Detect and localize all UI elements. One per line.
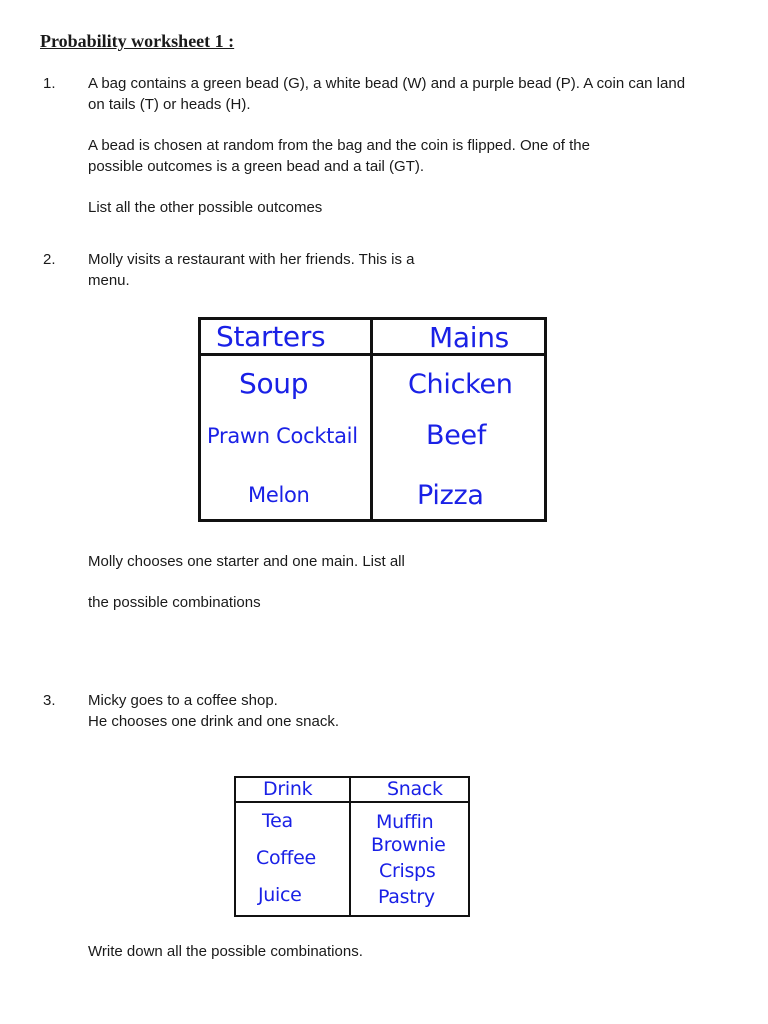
shop-drink-item: Coffee	[256, 847, 316, 869]
question-3-number: 3.	[43, 692, 56, 709]
question-2-text-1: Molly visits a restaurant with her friends. This is a menu.	[88, 251, 415, 289]
question-2-number: 2.	[43, 251, 56, 268]
shop-snack-item: Brownie	[371, 834, 446, 856]
menu-header-mains: Mains	[429, 321, 509, 354]
menu-starter-item: Prawn Cocktail	[207, 424, 358, 448]
question-2-text-2: Molly chooses one starter and one main. List all	[88, 553, 405, 570]
shop-snack-item: Muffin	[376, 811, 434, 833]
shop-snack-item: Crisps	[379, 860, 436, 882]
menu-main-item: Pizza	[417, 480, 484, 511]
question-1-number: 1.	[43, 75, 56, 92]
menu-starter-item: Melon	[248, 483, 310, 507]
menu-header-starters: Starters	[216, 320, 326, 353]
shop-drink-item: Juice	[258, 884, 302, 906]
menu-main-item: Beef	[426, 420, 487, 451]
question-3-text-1: Micky goes to a coffee shop.	[88, 692, 278, 709]
menu-column-divider	[370, 320, 373, 519]
menu-starter-item: Soup	[239, 367, 309, 400]
question-1-text-2: A bead is chosen at random from the bag and the coin is flipped. One of the possible outcomes is a green bead and a tail (GT).	[88, 137, 590, 175]
question-3-text-2: He chooses one drink and one snack.	[88, 713, 339, 730]
menu-main-item: Chicken	[408, 369, 513, 400]
shop-snack-item: Pastry	[378, 886, 435, 908]
question-1-text-1: A bag contains a green bead (G), a white bead (W) and a purple bead (P). A coin can land on tails (T) or heads (H).	[88, 75, 686, 113]
question-2-text-3: the possible combinations	[88, 594, 261, 611]
menu-table	[198, 317, 547, 522]
shop-header-divider	[236, 801, 468, 803]
shop-header-drink: Drink	[263, 778, 313, 800]
worksheet-title: Probability worksheet 1 :	[40, 31, 235, 51]
shop-drink-item: Tea	[262, 810, 293, 832]
coffee-shop-table	[234, 776, 470, 917]
shop-column-divider	[349, 778, 351, 915]
question-1-text-3: List all the other possible outcomes	[88, 199, 323, 216]
shop-header-snack: Snack	[387, 778, 443, 800]
question-3-text-3: Write down all the possible combinations.	[88, 943, 363, 960]
